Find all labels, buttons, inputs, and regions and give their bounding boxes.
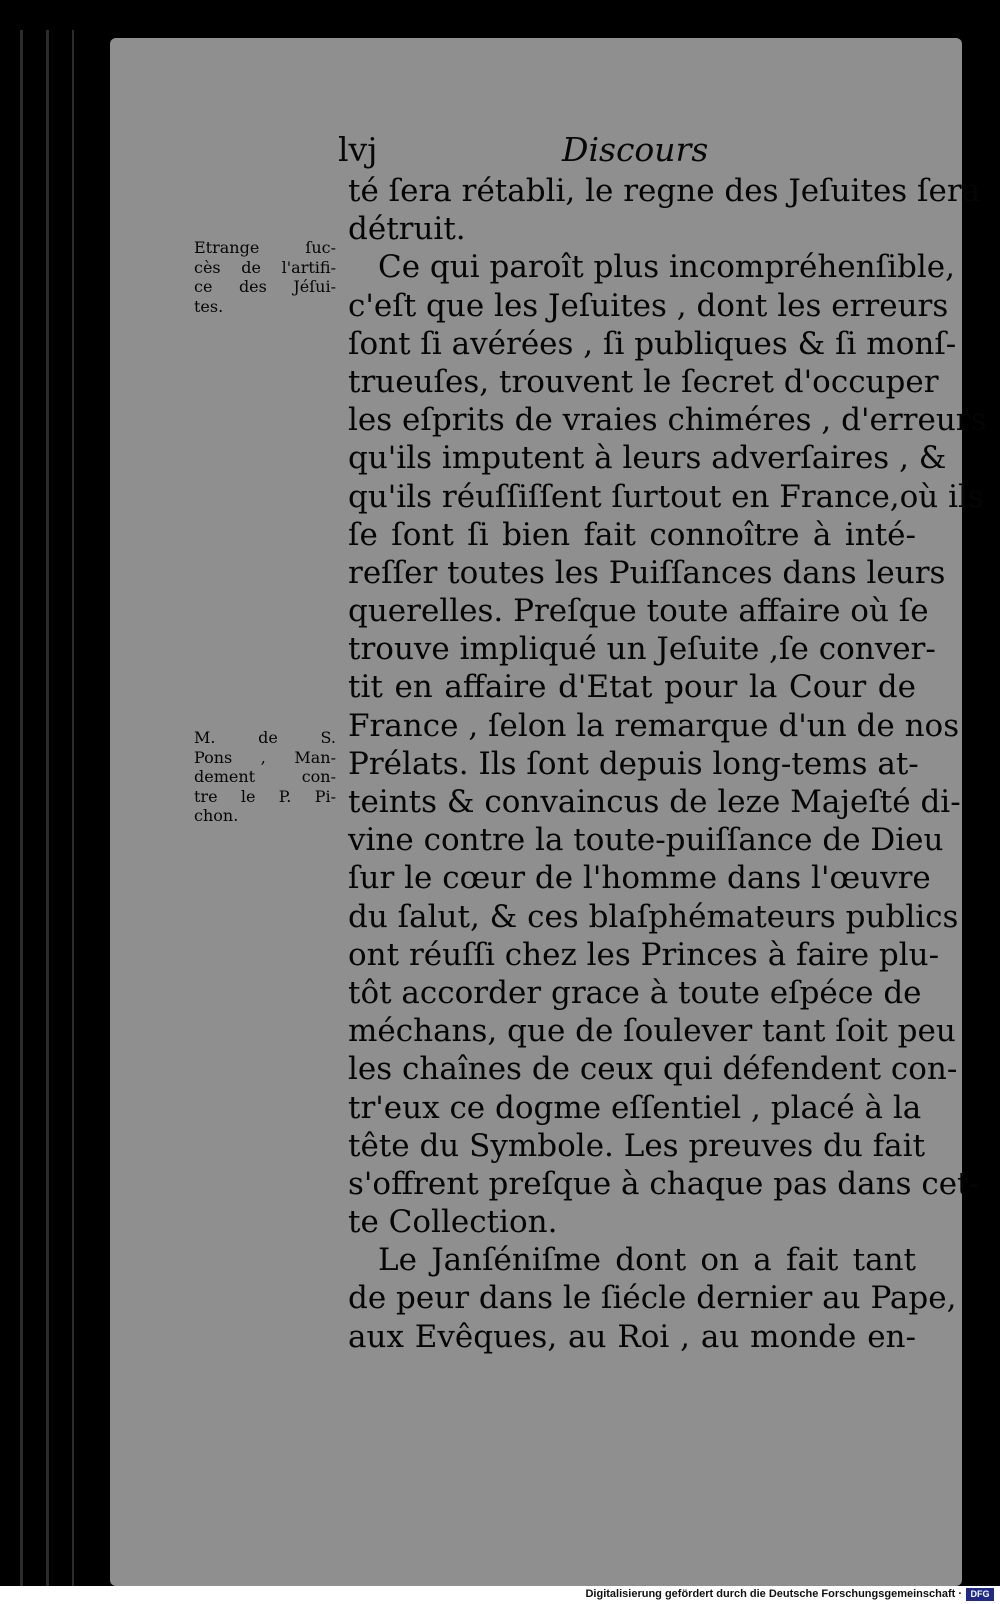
margin-note xyxy=(194,238,336,316)
text-line: reſſer toutes les Puiſſances dans leurs xyxy=(348,554,946,591)
text-line: ſont ſi avérées , ſi publiques & ſi monſ- xyxy=(348,325,957,362)
text-line: ont réuſſi chez les Princes à faire plu- xyxy=(348,936,940,973)
book-edge-line xyxy=(46,30,49,1586)
text-line: France , ſelon la remarque d'un de nos xyxy=(348,707,960,744)
text-line: trueuſes, trouvent le ſecret d'occuper xyxy=(348,363,939,400)
page-number: lvj xyxy=(338,130,378,169)
margin-note-line: cès de l'artifi- xyxy=(194,257,336,277)
margin-note xyxy=(194,728,336,826)
running-title: Discours xyxy=(562,130,709,169)
text-line: querelles. Preſque toute affaire où ſe xyxy=(348,593,929,630)
text-line: méchans, que de ſoulever tant ſoit peu xyxy=(348,1013,956,1050)
text-line: qu'ils imputent à leurs adverſaires , & xyxy=(348,440,947,477)
footer-bar xyxy=(0,1586,1000,1604)
text-line: ſe ſont ſi bien fait connoître à inté- xyxy=(348,516,916,553)
text-line: de peur dans le ſiécle dernier au Pape, xyxy=(348,1280,957,1317)
footer-credit: Digitalisierung gefördert durch die Deutsche Forschungsgemeinschaft · xyxy=(585,1588,962,1600)
book-edge-line xyxy=(72,30,74,1586)
margin-note-line: Etrange ſuc- xyxy=(194,238,336,257)
text-line: s'offrent preſque à chaque pas dans cet- xyxy=(348,1165,980,1202)
text-line: tôt accorder grace à toute eſpéce de xyxy=(348,974,922,1011)
text-line: aux Evêques, au Roi , au monde en- xyxy=(348,1318,916,1355)
text-line: qu'ils réuſſiſſent ſurtout en France,où ils xyxy=(348,478,984,515)
margin-note-line: M. de S. xyxy=(194,728,336,747)
margin-note-line: chon. xyxy=(194,806,239,825)
text-line: Le Janſéniſme dont on a fait tant xyxy=(378,1242,916,1279)
text-line: vine contre la toute-puiſſance de Dieu xyxy=(348,822,944,859)
text-line: Ce qui paroît plus incompréhenſible, xyxy=(378,249,955,286)
text-line: te Collection. xyxy=(348,1204,558,1241)
dfg-logo-icon: DFG xyxy=(966,1588,994,1601)
text-line: té ſera rétabli, le regne des Jeſuites ſera xyxy=(348,173,981,209)
book-edge-line xyxy=(20,30,23,1586)
margin-note-line: tre le P. Pi- xyxy=(194,786,336,806)
body-text xyxy=(348,172,987,1356)
margin-note-line: dement con- xyxy=(194,767,336,786)
margin-note-line: Pons , Man- xyxy=(194,747,336,767)
margin-note-line: ce des Jéſui- xyxy=(194,277,336,296)
text-line: du ſalut, & ces blaſphémateurs publics xyxy=(348,898,959,935)
text-line: les eſprits de vraies chiméres , d'erreurs xyxy=(348,402,987,439)
text-line: les chaînes de ceux qui défendent con- xyxy=(348,1051,958,1088)
text-line: Prélats. Ils ſont depuis long-tems at- xyxy=(348,745,919,782)
text-line: trouve impliqué un Jeſuite ,ſe conver- xyxy=(348,631,936,668)
text-line: tr'eux ce dogme eſſentiel , placé à la xyxy=(348,1089,922,1126)
text-line: teints & convaincus de leze Majeſté di- xyxy=(348,784,961,820)
text-line: c'eſt que les Jeſuites , dont les erreurs xyxy=(348,287,949,324)
text-line: détruit. xyxy=(348,211,466,248)
text-line: tête du Symbole. Les preuves du fait xyxy=(348,1127,926,1164)
text-line: ſur le cœur de l'homme dans l'œuvre xyxy=(348,860,931,897)
margin-note-line: tes. xyxy=(194,296,224,316)
text-line: tit en affaire d'Etat pour la Cour de xyxy=(348,669,916,706)
